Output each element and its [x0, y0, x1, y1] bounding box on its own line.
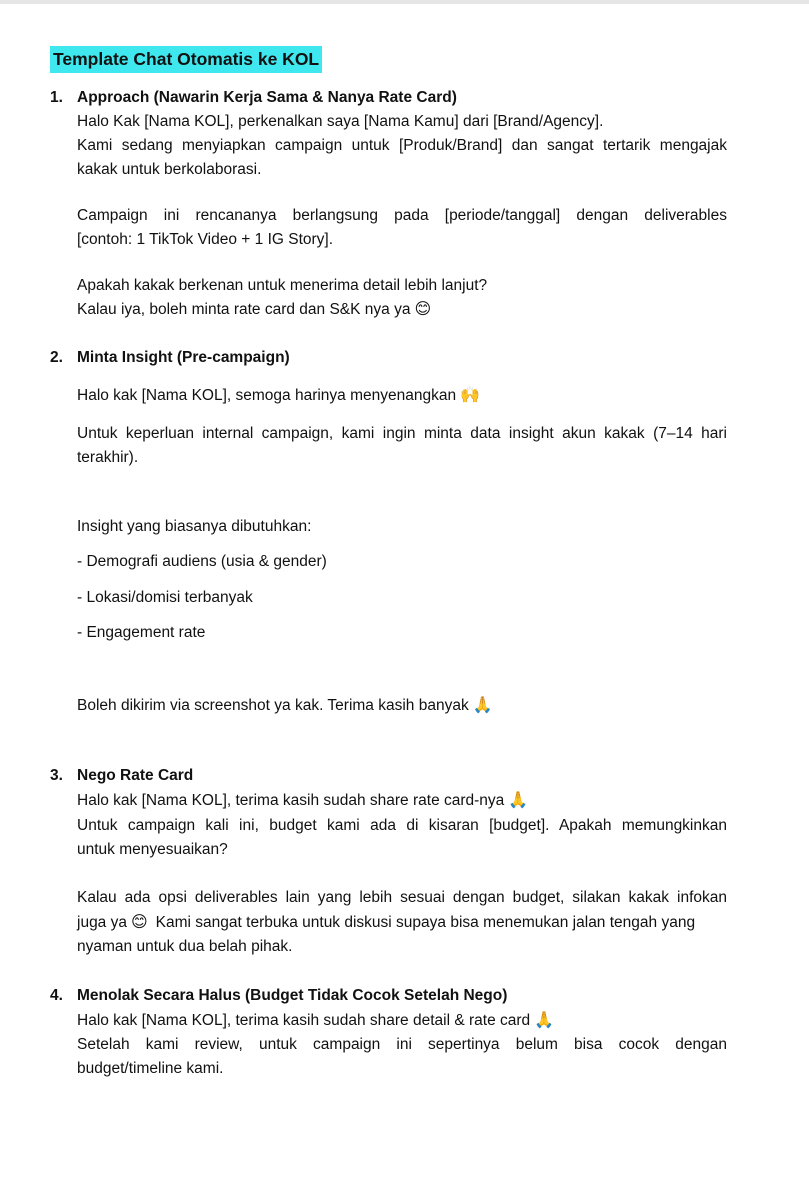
paragraph-line: nyaman untuk dua belah pihak.: [77, 938, 293, 955]
list-item: - Lokasi/domisi terbanyak: [77, 589, 253, 606]
paragraph-line: untuk menyesuaikan?: [77, 841, 228, 858]
paragraph-line: Untuk keperluan internal campaign, kami ingin minta data insight akun kakak (7–14 hari: [77, 425, 727, 442]
folded-hands-icon: 🙏: [508, 792, 529, 809]
paragraph-text: Halo kak [Nama KOL], semoga harinya menyenangkan: [77, 387, 457, 404]
section-heading: Nego Rate Card: [77, 767, 194, 784]
paragraph-text: Kami sangat terbuka untuk diskusi supaya bisa menemukan jalan tengah yang: [155, 914, 696, 931]
paragraph-line: Campaign ini rencananya berlangsung pada [periode/tanggal] dengan deliverables: [77, 207, 727, 224]
section-heading: Menolak Secara Halus (Budget Tidak Cocok Setelah Nego): [77, 987, 508, 1004]
paragraph-text: Kalau iya, boleh minta rate card dan S&K nya ya: [77, 301, 411, 318]
paragraph-line: Kalau ada opsi deliverables lain yang lebih sesuai dengan budget, silakan kakak infokan: [77, 889, 727, 906]
list-item: - Demografi audiens (usia & gender): [77, 553, 327, 570]
paragraph-line: terakhir).: [77, 449, 139, 466]
paragraph-line: Apakah kakak berkenan untuk menerima detail lebih lanjut?: [77, 277, 488, 294]
smiling-face-icon: 😊: [414, 301, 432, 318]
paragraph-text: Halo kak [Nama KOL], terima kasih sudah share rate card-nya: [77, 792, 505, 809]
paragraph-line-with-emoji: [77, 384, 727, 408]
paragraph-line-with-emoji: [77, 911, 727, 935]
folded-hands-icon: 🙏: [472, 697, 493, 714]
paragraph-line-with-emoji: [77, 1009, 727, 1033]
paragraph-text: Boleh dikirim via screenshot ya kak. Terima kasih banyak: [77, 697, 469, 714]
paragraph-line: kakak untuk berkolaborasi.: [77, 161, 262, 178]
paragraph-text: juga ya: [77, 914, 127, 931]
section-heading: Minta Insight (Pre-campaign): [77, 349, 290, 366]
paragraph-line-with-emoji: [77, 298, 727, 322]
section-number: 1.: [50, 89, 63, 106]
paragraph-line: Untuk campaign kali ini, budget kami ada di kisaran [budget]. Apakah memungkinkan: [77, 817, 727, 834]
paragraph-line: Halo Kak [Nama KOL], perkenalkan saya [Nama Kamu] dari [Brand/Agency].: [77, 113, 604, 130]
folded-hands-icon: 🙏: [534, 1012, 555, 1029]
paragraph-line: [contoh: 1 TikTok Video + 1 IG Story].: [77, 231, 334, 248]
paragraph-text: Halo kak [Nama KOL], terima kasih sudah share detail & rate card: [77, 1012, 531, 1029]
raising-hands-icon: 🙌: [460, 387, 481, 404]
section-heading: Approach (Nawarin Kerja Sama & Nanya Rate Card): [77, 89, 457, 106]
paragraph-line: Insight yang biasanya dibutuhkan:: [77, 518, 312, 535]
section-number: 3.: [50, 767, 63, 784]
smiling-face-icon: 😊: [130, 914, 148, 931]
section-number: 2.: [50, 349, 63, 366]
paragraph-line: Kami sedang menyiapkan campaign untuk [Produk/Brand] dan sangat tertarik mengajak: [77, 137, 727, 154]
paragraph-line-with-emoji: [77, 789, 727, 813]
document-title: Template Chat Otomatis ke KOL: [50, 46, 322, 73]
paragraph-line: Setelah kami review, untuk campaign ini sepertinya belum bisa cocok dengan: [77, 1036, 727, 1053]
section-number: 4.: [50, 987, 63, 1004]
paragraph-line-with-emoji: [77, 694, 727, 718]
paragraph-line: budget/timeline kami.: [77, 1060, 224, 1077]
list-item: - Engagement rate: [77, 624, 206, 641]
